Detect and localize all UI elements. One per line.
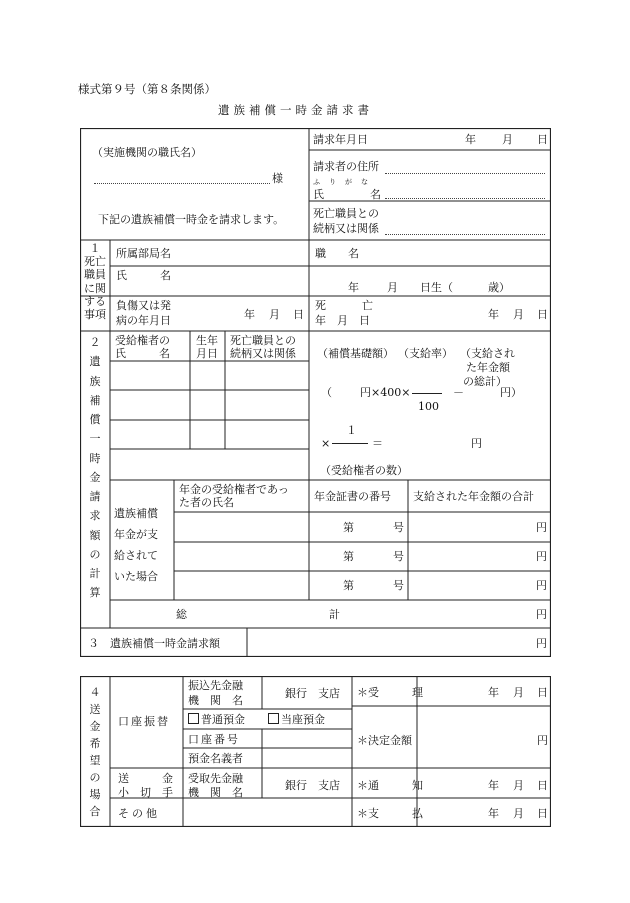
main-form — [80, 128, 551, 657]
kouza-label: 口座振替 — [118, 715, 170, 728]
futsu-checkbox[interactable] — [188, 713, 199, 724]
heir-relation-header-2: 続柄又は関係 — [230, 347, 296, 360]
injury-label-1: 負傷又は発 — [116, 299, 171, 312]
bank-to-label-2: 機 関 名 — [188, 694, 243, 707]
formula-times: × — [321, 437, 331, 450]
injury-month: 月 — [269, 308, 280, 321]
form-number: 様式第９号（第８条関係） — [78, 82, 216, 96]
heir-birth-header-1: 生年 — [196, 334, 218, 347]
receipt-label: ＊受 理 — [357, 686, 423, 699]
death-label-3: 年 月 日 — [315, 314, 370, 327]
address-line[interactable] — [385, 173, 545, 174]
heirs-count-label: （受給権者の数） — [320, 464, 408, 477]
base-amount-label: （補償基礎額） — [317, 347, 394, 360]
cert-dai-3: 第 — [343, 579, 354, 592]
heir-birth-header-2: 月日 — [196, 347, 218, 360]
birth-year: 年 — [348, 281, 359, 294]
request-month: 月 — [502, 133, 513, 146]
cert-no-header: 年金証書の番号 — [314, 490, 391, 503]
receipt-day: 日 — [537, 686, 548, 699]
receipt-month: 月 — [513, 686, 524, 699]
relation-label-1: 死亡職員との — [313, 207, 379, 220]
formula-minus: － — [453, 386, 464, 399]
notice-year: 年 — [488, 779, 499, 792]
claimant-name-label-1: 氏 — [313, 188, 324, 201]
cert-dai-2: 第 — [343, 550, 354, 563]
pension-group-label: 遺族補償 年金が支 給されて いた場合 — [114, 507, 158, 583]
other-label: その他 — [118, 807, 160, 820]
death-day: 日 — [537, 308, 548, 321]
address-label: 請求者の住所 — [313, 160, 379, 173]
death-year: 年 — [488, 308, 499, 321]
grand-total-label-1: 総 — [176, 608, 187, 621]
pension-heir-header-2: た者の氏名 — [179, 496, 234, 509]
paid-yen-1: 円 — [536, 521, 547, 534]
receipt-year: 年 — [488, 686, 499, 699]
payment-month: 月 — [513, 807, 524, 820]
total-paid-header: 支給された年金額の合計 — [413, 490, 534, 503]
formula-open: （ — [321, 386, 332, 399]
paid-label-3: の総計） — [463, 375, 507, 388]
heir-name-header-1: 受給権者の — [115, 334, 170, 347]
request-year: 年 — [465, 133, 476, 146]
relation-line[interactable] — [385, 234, 545, 235]
claimant-name-label-2: 名 — [370, 188, 381, 201]
decision-yen: 円 — [537, 734, 548, 747]
furigana-label: ふ り が な — [313, 178, 369, 186]
post-label: 職 名 — [315, 247, 359, 260]
cert-go-1: 号 — [393, 521, 404, 534]
bank-recv-branch: 銀行 支店 — [285, 779, 340, 792]
paid-yen-2: 円 — [536, 550, 547, 563]
formula-one: １ — [346, 424, 357, 437]
paid-label-2: た年金額 — [466, 361, 510, 374]
acct-no-label: 口座番号 — [188, 733, 240, 746]
request-day: 日 — [537, 133, 548, 146]
dept-label: 所属部局名 — [116, 247, 171, 260]
death-label-1: 死 — [315, 299, 326, 312]
rate-label: （支給率） — [398, 347, 453, 360]
injury-day: 日 — [293, 308, 304, 321]
futsu-option[interactable]: 普通預金 — [188, 713, 245, 726]
heir-name-header-2: 氏 名 — [115, 347, 170, 360]
cert-go-2: 号 — [393, 550, 404, 563]
sec2-label: ２ 遺 族 補 償 一 時 金 請 求 額 の 計 算 — [89, 336, 101, 600]
agency-head-label: （実施機関の職氏名） — [92, 146, 202, 159]
pension-heir-header-1: 年金の受給権者であっ — [179, 483, 289, 496]
request-statement: 下記の遺族補償一時金を請求します。 — [98, 213, 285, 226]
formula-close: 円） — [500, 386, 522, 399]
remittance-form — [80, 676, 551, 827]
notice-label: ＊通 知 — [357, 779, 423, 792]
birth-age: 歳） — [488, 281, 510, 294]
check-label-1: 送 金 — [118, 772, 173, 785]
formula-yen400: 円×400× — [360, 386, 411, 399]
formula-fraction-bar — [412, 393, 442, 394]
death-label-2: 亡 — [362, 299, 373, 312]
injury-year: 年 — [244, 308, 255, 321]
paid-label-1: （支給され — [460, 347, 515, 360]
cert-dai-1: 第 — [343, 521, 354, 534]
agency-head-line[interactable] — [94, 183, 270, 184]
touza-checkbox[interactable] — [268, 713, 279, 724]
bank-recv-label-1: 受取先金融 — [188, 772, 243, 785]
paid-yen-3: 円 — [536, 579, 547, 592]
notice-day: 日 — [537, 779, 548, 792]
sec1-label: １ 死亡 職員 に関 する 事項 — [84, 242, 106, 321]
bank-recv-label-2: 機 関 名 — [188, 786, 243, 799]
formula-divider — [332, 443, 368, 444]
claimant-name-line[interactable] — [385, 198, 545, 199]
request-date-label: 請求年月日 — [313, 133, 368, 146]
birth-day: 日生（ — [420, 281, 453, 294]
birth-month: 月 — [387, 281, 398, 294]
decision-label: ＊決定金額 — [357, 734, 412, 747]
sec3-yen: 円 — [536, 637, 547, 650]
cert-go-3: 号 — [393, 579, 404, 592]
payment-day: 日 — [537, 807, 548, 820]
payment-label: ＊支 払 — [357, 807, 423, 820]
death-month: 月 — [513, 308, 524, 321]
check-label-2: 小 切 手 — [118, 786, 173, 799]
touza-option[interactable]: 当座預金 — [268, 713, 325, 726]
formula-denom: 100 — [418, 400, 439, 413]
heir-relation-header-1: 死亡職員との — [230, 334, 296, 347]
grand-total-label-2: 計 — [329, 608, 340, 621]
sama-label: 様 — [272, 172, 283, 185]
relation-label-2: 続柄又は関係 — [313, 222, 379, 235]
form-title: 遺族補償一時金請求書 — [218, 103, 373, 117]
deceased-name-label: 氏 名 — [116, 269, 171, 282]
formula-equals: ＝ — [372, 437, 383, 450]
notice-month: 月 — [513, 779, 524, 792]
acct-name-label: 預金名義者 — [188, 752, 243, 765]
formula-result-yen: 円 — [471, 437, 482, 450]
bank-to-label-1: 振込先金融 — [188, 679, 243, 692]
injury-label-2: 病の年月日 — [116, 314, 171, 327]
grand-total-yen: 円 — [536, 608, 547, 621]
sec3-label: ３ 遺族補償一時金請求額 — [88, 637, 220, 650]
sec4-label: ４ 送 金 希 望 の 場 合 — [89, 686, 101, 819]
payment-year: 年 — [488, 807, 499, 820]
bank-to-branch: 銀行 支店 — [285, 687, 340, 700]
